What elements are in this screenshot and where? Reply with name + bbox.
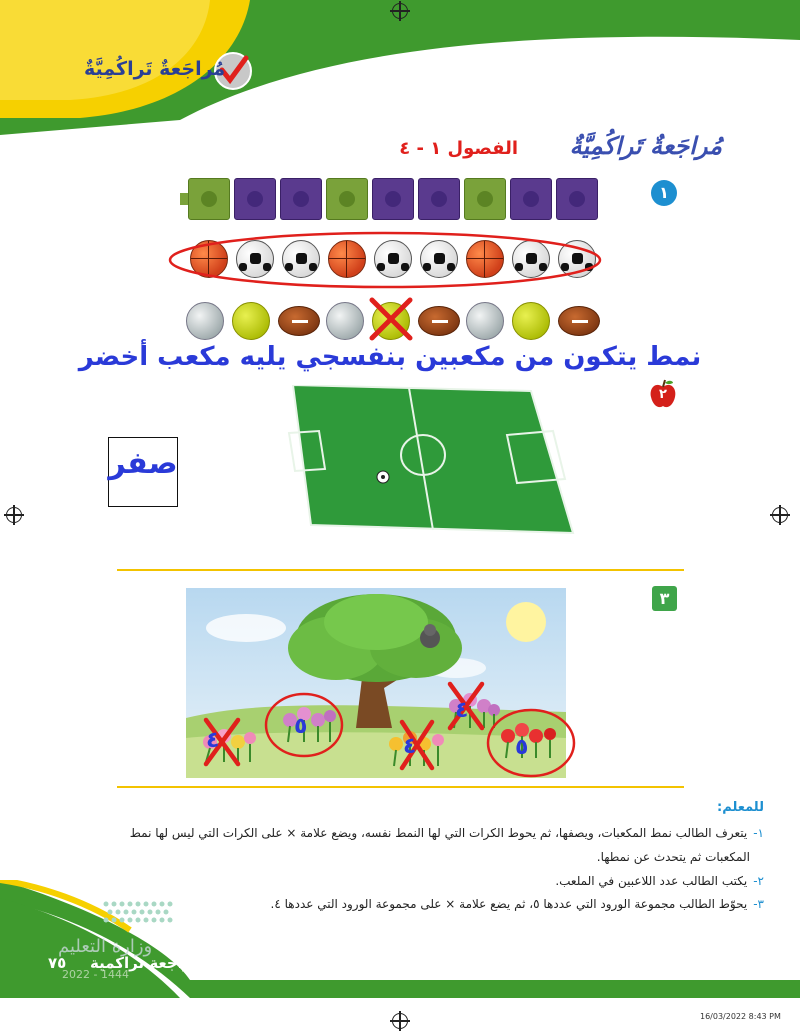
note-number: ١- [753,826,764,840]
teacher-notes-heading: للمعلم: [717,800,764,815]
chapter-range: الفصول ١ - ٤ [399,138,518,159]
cube-purple [418,178,460,220]
print-timestamp: 16/03/2022 8:43 PM [700,1012,781,1021]
cube-purple [234,178,276,220]
question-1-badge: ١ [651,180,677,206]
flower-count-label: ٤ [403,734,417,759]
note-text: يكتب الطالب عدد اللاعبين في الملعب. [555,874,748,888]
cross-mark [366,296,416,342]
footer-label: مراجعة تراكمية [90,954,202,972]
football [418,306,460,336]
cube-green [188,178,230,220]
cube-purple [510,178,552,220]
football [278,306,320,336]
section-divider [117,569,684,571]
note-number: ٣- [753,897,764,911]
soccer-field-illustration [285,385,575,537]
ministry-logo [96,896,186,932]
teacher-note-1-continued [597,846,750,868]
volleyball [466,302,504,340]
volleyball [186,302,224,340]
ministry-name: وزارة التعليم [58,936,153,957]
handwritten-answer-zero: صفر [108,446,178,481]
section-divider [117,786,684,788]
football [558,306,600,336]
registration-mark-top [392,3,408,19]
note-text: يتعرف الطالب نمط المكعبات، ويصفها، ثم يحوط الكرات التي لها النمط نفسه، ويضع علامة × على الكرات التي ليس لها نمط [129,826,748,840]
cube-purple [280,178,322,220]
cube-green [464,178,506,220]
tennis-ball [232,302,270,340]
cube-connector [180,193,188,205]
cube-purple [556,178,598,220]
cube-purple [372,178,414,220]
cube-green [326,178,368,220]
note-text: المكعبات ثم يتحدث عن نمطها. [596,850,750,864]
volleyball [326,302,364,340]
page-title: مُراجَعةٌ تَراكُمِيَّةٌ [569,132,722,160]
question-3-badge: ٣ [652,586,677,611]
registration-mark-right [772,507,788,523]
question-2-apple-badge: ٢ [649,379,677,409]
header-section-title: مُراجَعةٌ تَراكُمِيَّةٌ [84,58,226,80]
answer-circle-mark [165,228,605,292]
tennis-ball [512,302,550,340]
answer-circle-mark [484,706,578,780]
flower-count-label: ٥ [294,714,308,739]
handwritten-answer-pattern: نمط يتكون من مكعبين بنفسجي يليه مكعب أخضر [78,342,702,372]
registration-mark-bottom [392,1013,408,1029]
edition-year: 2022 - 1444 [62,968,129,981]
flower-count-label: ٤ [206,728,220,753]
note-text: يحوّط الطالب مجموعة الورود التي عددها ٥، ثم يضع علامة × على مجموعة الورود التي عددها ٤. [270,897,748,911]
flower-count-label: ٤ [455,698,469,723]
note-number: ٢- [753,874,764,888]
flower-count-label: ٥ [515,735,529,760]
page-number: ٧٥ [48,954,67,972]
teacher-note-1 [44,822,764,844]
registration-mark-left [6,507,22,523]
